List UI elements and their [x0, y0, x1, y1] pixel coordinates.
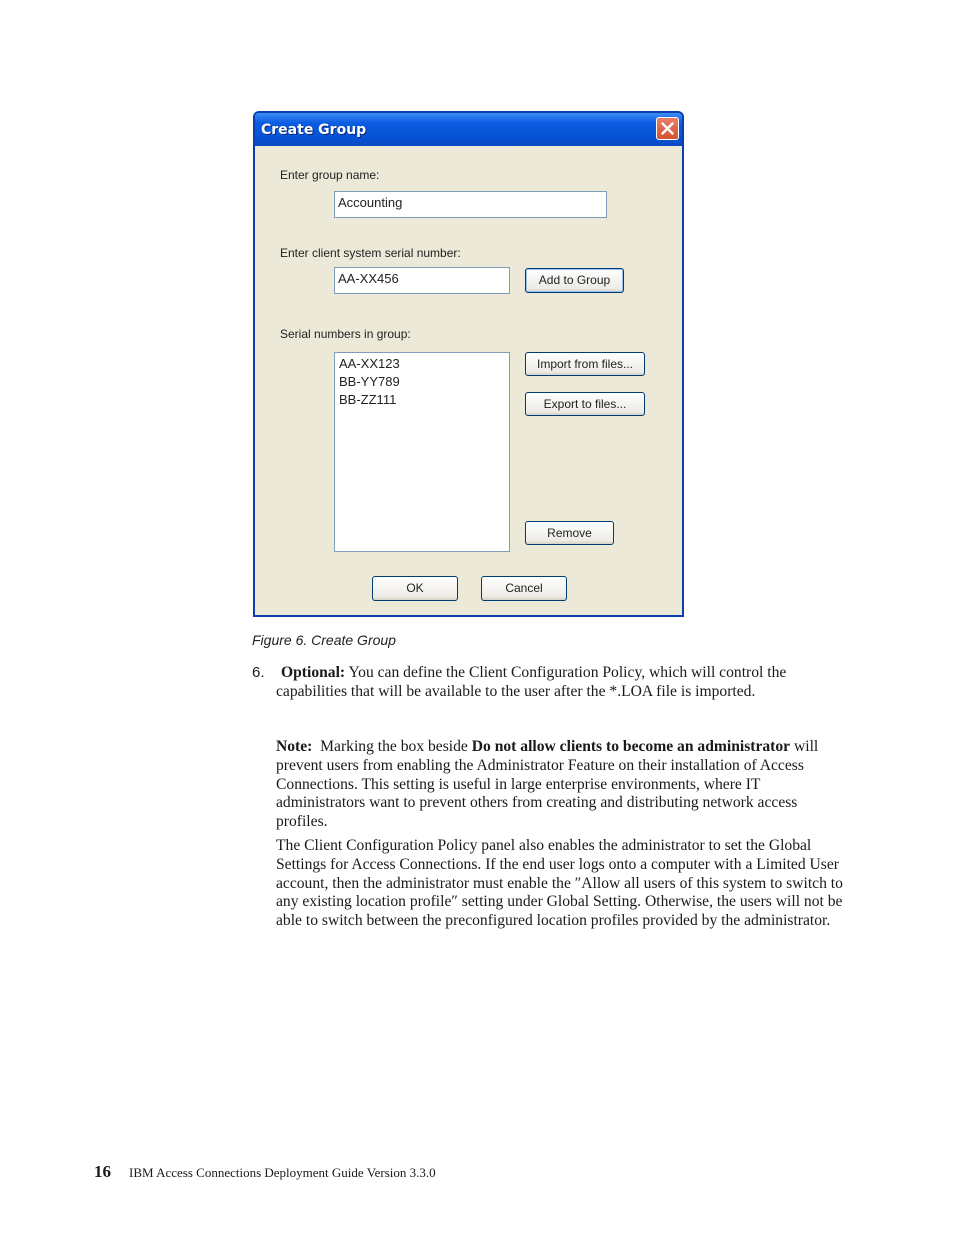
remove-button[interactable]	[525, 521, 614, 545]
note-text-1: Marking the box beside	[312, 738, 472, 755]
cancel-label: Cancel	[505, 581, 543, 595]
serial-number-input[interactable]: AA-XX456	[334, 267, 510, 294]
page-number: 16	[94, 1162, 111, 1181]
remove-label: Remove	[547, 526, 592, 540]
import-label: Import from files...	[536, 357, 634, 371]
close-button[interactable]	[656, 117, 679, 140]
note-text-2: will prevent users from enabling the Administrator Feature on their installation of Access Connections. This setting is useful in large enterprise environments, where IT administrators want to prevent others from creating and distributing network access profiles.	[276, 738, 819, 831]
list-item[interactable]: BB-ZZ111	[339, 392, 397, 407]
import-from-files-button[interactable]	[525, 352, 645, 376]
export-label: Export to files...	[543, 397, 627, 411]
add-to-group-button[interactable]	[525, 268, 624, 293]
footer-title: IBM Access Connections Deployment Guide Version 3.3.0	[129, 1165, 436, 1180]
serials-in-group-label: Serial numbers in group:	[280, 327, 411, 341]
figure-caption: Figure 6. Create Group	[252, 632, 396, 648]
serials-listbox[interactable]	[334, 352, 510, 552]
note-bold-text: Do not allow clients to become an administrator	[471, 738, 791, 755]
ok-button[interactable]	[372, 576, 458, 601]
step-text: You can define the Client Configuration Policy, which will control the capabilities that will be available to the user after the *.LOA file is imported.	[276, 664, 787, 700]
step-number: 6.	[252, 664, 265, 681]
title-bar[interactable]	[255, 113, 682, 146]
group-name-input[interactable]: Accounting	[334, 191, 607, 218]
note-label: Note:	[276, 738, 313, 755]
close-icon	[661, 122, 674, 135]
add-to-group-label: Add to Group	[538, 273, 611, 287]
step-paragraph	[276, 664, 846, 702]
ok-label: OK	[406, 581, 424, 595]
group-name-label: Enter group name:	[280, 168, 380, 182]
dialog-title: Create Group	[261, 122, 367, 138]
optional-label: Optional:	[281, 664, 346, 681]
note-paragraph	[276, 738, 846, 832]
list-item[interactable]: AA-XX123	[339, 356, 400, 371]
serial-number-label: Enter client system serial number:	[280, 246, 461, 260]
policy-paragraph: The Client Configuration Policy panel also enables the administrator to set the Global Settings for Access Connections. If the end user logs onto a computer with a Limited User account, then the administrator must enable the ″Allow all users of this system to switch to any existing location profile″ setting under Global Setting. Otherwise, the users will not be able to switch between the preconfigured location profiles provided by the administrator.	[276, 837, 843, 930]
create-group-dialog	[253, 111, 684, 617]
export-to-files-button[interactable]	[525, 392, 645, 416]
cancel-button[interactable]	[481, 576, 567, 601]
list-item[interactable]: BB-YY789	[339, 374, 400, 389]
